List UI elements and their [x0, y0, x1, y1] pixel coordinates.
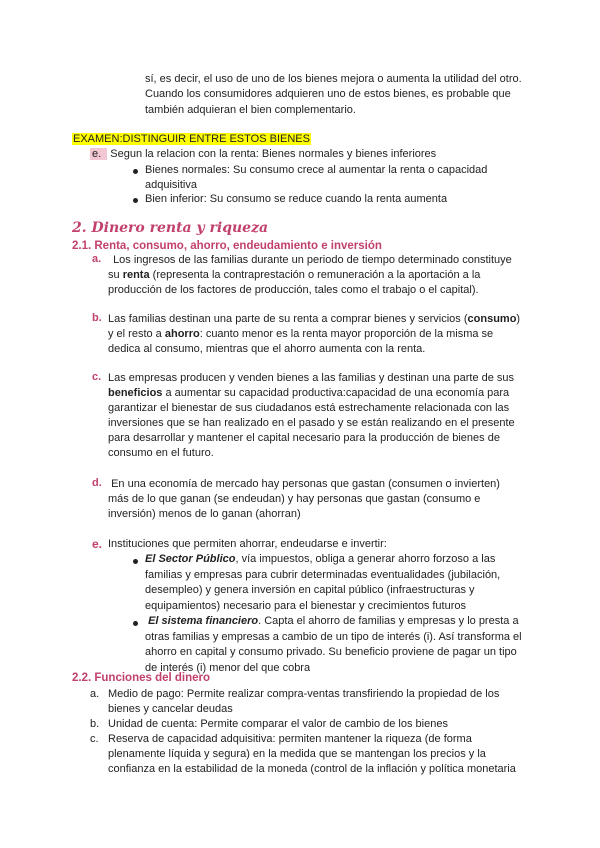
list-item: confianza en la estabilidad de la moneda (control de la inflación y política monetaria [108, 763, 516, 775]
list-item: adquisitiva [145, 179, 197, 191]
section-title: 2. Dinero renta y riqueza [72, 220, 269, 236]
list-marker: b. [90, 718, 100, 730]
list-marker: c. [92, 371, 102, 383]
list-marker: a. [92, 253, 102, 265]
paragraph-line: inversión) menos de lo ganan (ahorran) [108, 508, 301, 520]
exam-e-item: e. Segun la relacion con la renta: Bienes normales y bienes inferiores [92, 148, 437, 160]
list-marker: e. [92, 537, 103, 551]
intro-line: sí, es decir, el uso de uno de los bienes mejora o aumenta la utilidad del otro. [145, 73, 522, 85]
list-marker: c. [90, 733, 99, 745]
paragraph-line: más de lo que ganan (se endeudan) y hay personas que gastan (consumo e [108, 493, 481, 505]
list-item: Reserva de capacidad adquisitiva: permiten mantener la riqueza (de forma [108, 733, 472, 745]
intro-line: también adquieran el bien complementario. [145, 104, 356, 116]
list-item: plenamente líquida y segura) en la medida que se mantengan los precios y la [108, 748, 486, 760]
paragraph-line: inversiones que se han realizado en el pasado y se están realizando en el presente [108, 417, 515, 429]
intro-line: Cuando los consumidores adquieren uno de estos bienes, es probable que [145, 88, 511, 100]
list-item: Bienes normales: Su consumo crece al aumentar la renta o capacidad [145, 164, 488, 176]
subsection-title: 2.1. Renta, consumo, ahorro, endeudamiento e inversión [72, 240, 382, 252]
bullet-icon [133, 169, 138, 174]
bullet-icon [133, 621, 138, 626]
list-item: El Sector Público, vía impuestos, obliga a generar ahorro forzoso a las familias y empresas para cubrir determinadas eventualidades (jubilación, desempleo) y genera inversión en capital público (infraestructuras y equipamientos) necesario para el bienestar y crecimientos futuros [145, 553, 501, 612]
exam-note: EXAMEN:DISTINGUIR ENTRE ESTOS BIENES [73, 133, 310, 145]
paragraph-line: para desarrollar y mantener el capital necesario para la producción de bienes de [108, 432, 500, 444]
paragraph-line: beneficios a aumentar su capacidad productiva:capacidad de una economía para [108, 387, 510, 399]
paragraph-line: En una economía de mercado hay personas que gastan (consumen o invierten) [111, 478, 500, 490]
paragraph-line: Los ingresos de las familias durante un periodo de tiempo determinado constituye [113, 254, 512, 266]
paragraph-line: Las familias destinan una parte de su renta a comprar bienes y servicios (consumo) [108, 313, 521, 325]
list-marker: d. [92, 477, 102, 489]
list-marker: e. [90, 148, 107, 160]
bullet-icon [133, 559, 138, 564]
paragraph-line: consumo en el futuro. [108, 447, 214, 459]
list-item: Medio de pago: Permite realizar compra-ventas transfiriendo la propiedad de los [108, 688, 500, 700]
subsection-title: 2.2. Funciones del dinero [72, 672, 211, 684]
bullet-icon [133, 198, 138, 203]
list-marker: b. [92, 312, 102, 324]
list-item: bienes y cancelar deudas [108, 703, 233, 715]
list-item: Unidad de cuenta: Permite comparar el valor de cambio de los bienes [108, 718, 448, 730]
paragraph-line: garantizar el bienestar de sus ciudadanos está estrechamente relacionada con las [108, 402, 510, 414]
list-item: Bien inferior: Su consumo se reduce cuando la renta aumenta [145, 193, 448, 205]
paragraph-line: Instituciones que permiten ahorrar, endeudarse e invertir: [108, 538, 387, 550]
paragraph-line: y el resto a ahorro: cuanto menor es la renta mayor proporción de la misma se [108, 328, 494, 340]
paragraph-line: producción de los factores de producción, tales como el trabajo o el capital). [108, 284, 479, 296]
paragraph-line: Las empresas producen y venden bienes a las familias y destinan una parte de sus [108, 372, 515, 384]
list-marker: a. [90, 688, 100, 700]
paragraph-line: dedica al consumo, mientras que el ahorro aumenta con la renta. [108, 343, 426, 355]
paragraph-line: su renta (representa la contraprestación o remuneración a la aportación a la [108, 269, 481, 281]
list-item: El sistema financiero. Capta el ahorro de familias y empresas y lo presta a otras familias y empresas a cambio de un tipo de interés (i). Así transforma el ahorro en capital y consumo privado. Su beneficio proviene de pagar un tipo de interés (i) menor del que cobra [145, 615, 522, 674]
